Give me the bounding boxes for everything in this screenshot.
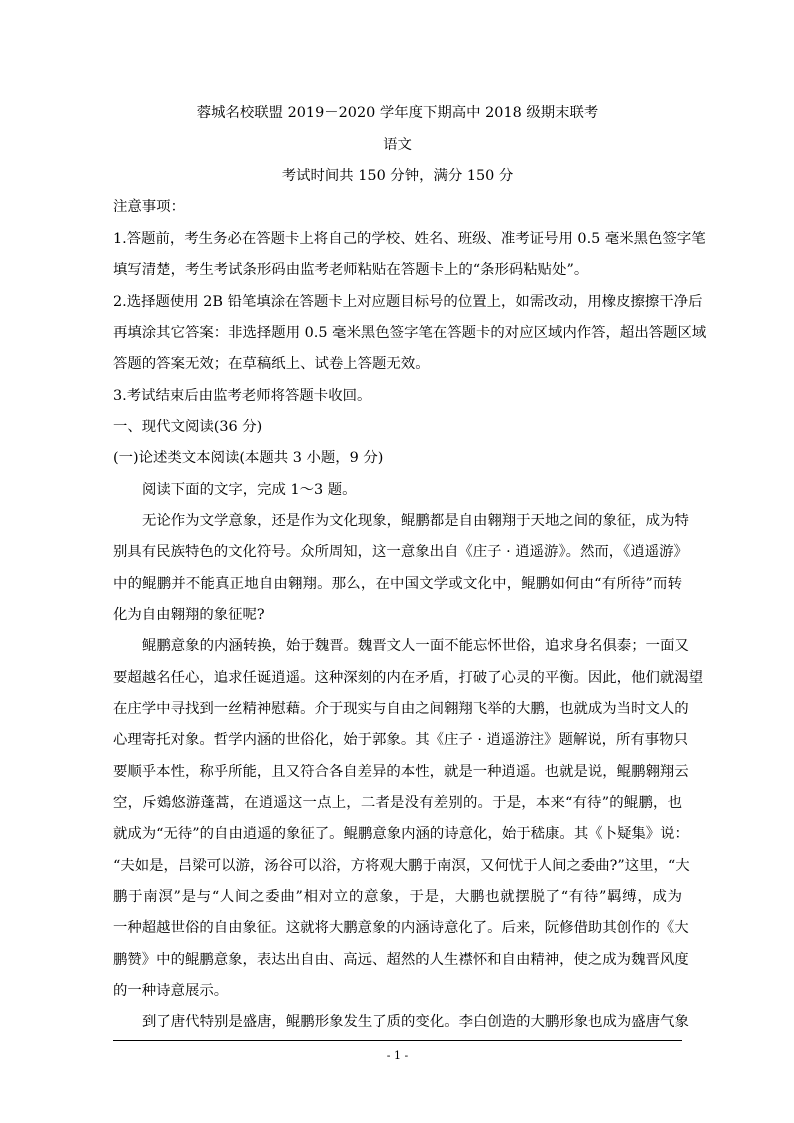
passage-line: 要超越名任心，追求任诞逍遥。这种深刻的内在矛盾，打破了心灵的平衡。因此，他们就渴望 (113, 670, 704, 686)
notes-line: 答题的答案无效；在草稿纸上、试卷上答题无效。 (113, 356, 430, 372)
section-heading: 一、现代文阅读(36 分) (113, 419, 263, 435)
passage-line: 要顺乎本性，称乎所能，且又符合各自差异的本性，就是一种逍遥。也就是说，鲲鹏翱翔云 (113, 764, 689, 780)
passage-line: 到了唐代特别是盛唐，鲲鹏形象发生了质的变化。李白创造的大鹏形象也成为盛唐气象 (142, 1014, 689, 1030)
exam-title: 蓉城名校联盟 2019－2020 学年度下期高中 2018 级期末联考 (196, 105, 599, 121)
notes-line: 1.答题前，考生务必在答题卡上将自己的学校、姓名、班级、准考证号用 0.5 毫米黑色签字笔 (113, 231, 706, 247)
passage-line: 鹏赞》中的鲲鹏意象，表达出自由、高远、超然的人生襟怀和自由精神，使之成为魏晋风度 (113, 952, 689, 968)
page-number: - 1 - (386, 1049, 409, 1062)
passage-line: 无论作为文学意象，还是作为文化现象，鲲鹏都是自由翱翔于天地之间的象征，成为特 (142, 513, 689, 529)
exam-time-info: 考试时间共 150 分钟，满分 150 分 (281, 168, 514, 184)
section-instruction: 阅读下面的文字，完成 1～3 题。 (142, 482, 357, 498)
passage-line: 就成为“无待”的自由逍遥的象征了。鲲鹏意象内涵的诗意化，始于嵇康。其《卜疑集》说： (113, 826, 689, 842)
notes-line: 3.考试结束后由监考老师将答题卡收回。 (113, 388, 372, 404)
notes-line: 2.选择题使用 2B 铅笔填涂在答题卡上对应题目标号的位置上，如需改动，用橡皮擦擦干净后 (113, 294, 703, 310)
notes-heading: 注意事项： (113, 199, 185, 215)
passage-line: 中的鲲鹏并不能真正地自由翱翔。那么，在中国文学或文化中，鲲鹏如何由“有所待”而转 (113, 576, 682, 592)
passage-line: 别具有民族特色的文化符号。众所周知，这一意象出自《庄子 · 逍遥游》。然而，《逍遥游》 (113, 544, 688, 560)
passage-line: “夫如是，吕梁可以游，汤谷可以浴，方将观大鹏于南溟，又何忧于人间之委曲?”这里，“大 (113, 858, 690, 874)
footer-divider (113, 1040, 682, 1041)
passage-line: 的一种诗意展示。 (113, 983, 229, 999)
passage-line: 心理寄托对象。哲学内涵的世俗化，始于郭象。其《庄子 · 逍遥游注》题解说，所有事物只 (113, 732, 688, 748)
notes-line: 填写清楚，考生考试条形码由监考老师粘贴在答题卡上的“条形码粘贴处”。 (113, 262, 589, 278)
passage-line: 空，斥鴳悠游蓬蒿，在逍遥这一点上，二者是没有差别的。于是，本来“有待”的鲲鹏，也 (113, 795, 682, 811)
passage-line: 鲲鹏意象的内涵转换，始于魏晋。魏晋文人一面不能忘怀世俗，追求身名俱泰；一面又 (142, 638, 689, 654)
subject-title: 语文 (383, 137, 412, 153)
passage-line: 在庄学中寻找到一丝精神慰藉。介于现实与自由之间翱翔飞举的大鹏，也就成为当时文人的 (113, 701, 689, 717)
passage-line: 鹏于南溟”是与“人间之委曲”相对立的意象，于是，大鹏也就摆脱了“有待”羁缚，成为 (113, 889, 682, 905)
passage-line: 一种超越世俗的自由象征。这就将大鹏意象的内涵诗意化了。后来，阮修借助其创作的《大 (113, 920, 689, 936)
section-subheading: (一)论述类文本阅读(本题共 3 小题，9 分) (113, 450, 384, 466)
notes-line: 再填涂其它答案：非选择题用 0.5 毫米黑色签字笔在答题卡的对应区域内作答，超出答题区域 (113, 325, 707, 341)
passage-line: 化为自由翱翔的象征呢? (113, 607, 265, 623)
